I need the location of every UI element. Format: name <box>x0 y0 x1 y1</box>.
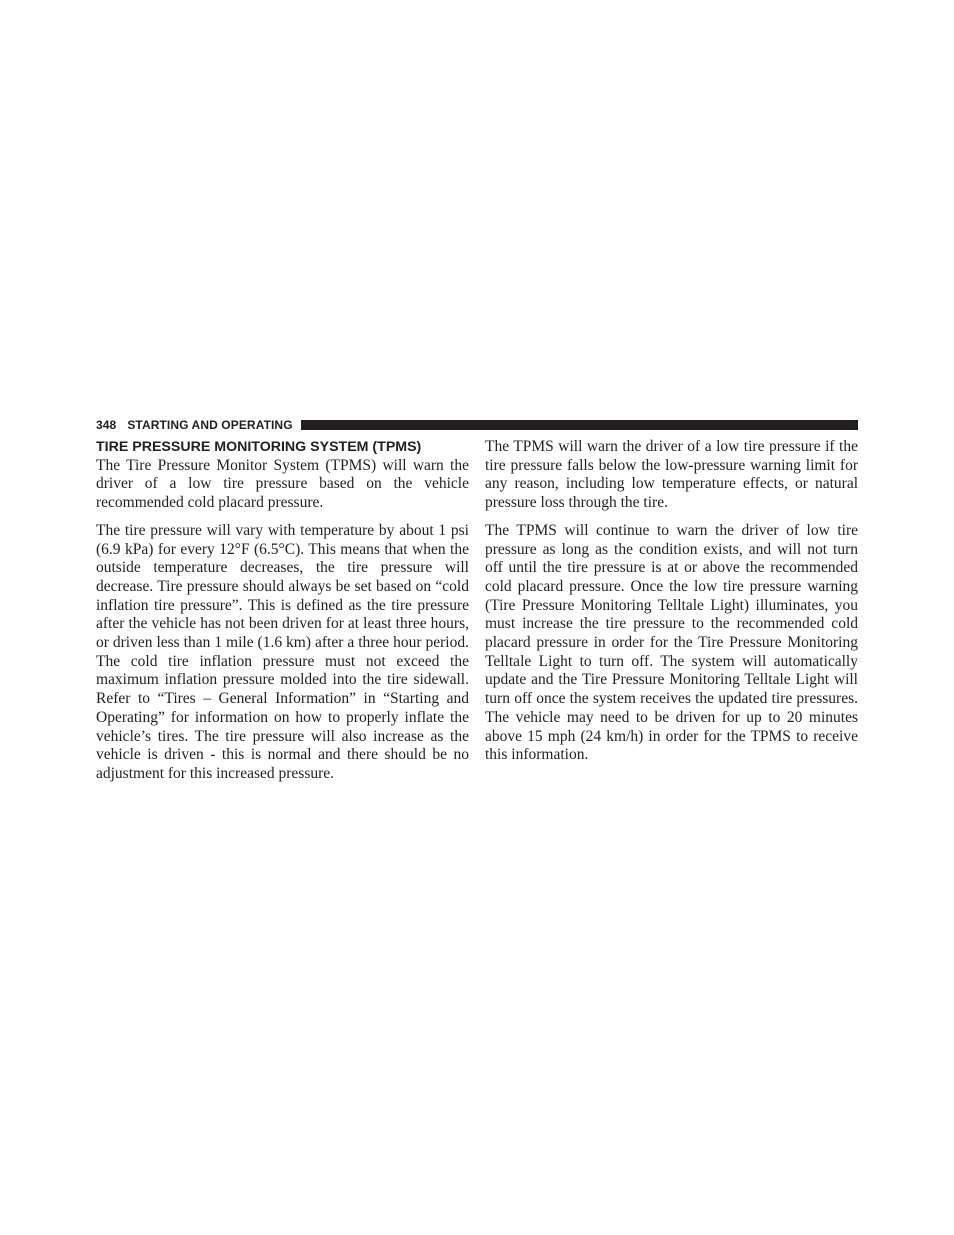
right-column <box>485 438 858 774</box>
page-header <box>96 417 858 433</box>
body-paragraph: The Tire Pressure Monitor System (TPMS) will warn the driver of a low tire pressure based on the vehicle recommended cold placard pressure. <box>96 456 469 512</box>
page-number: 348 <box>96 418 117 432</box>
section-title: STARTING AND OPERATING <box>127 418 293 432</box>
header-rule <box>301 420 858 430</box>
body-paragraph: The TPMS will warn the driver of a low tire pressure if the tire pressure falls below the low-pressure warning limit for any reason, including low temperature effects, or natural pressure loss through the tire. <box>485 438 858 512</box>
left-column <box>96 438 469 793</box>
body-paragraph: The TPMS will continue to warn the driver of low tire pressure as long as the condition exists, and will not turn off until the tire pressure is at or above the recommended cold placard pressure. Once the low tire pressure warning (Tire Pressure Monitoring Telltale Light) illuminates, you must increase the tire pressure to the recommended cold placard pressure in order for the Tire Pressure Monitoring Telltale Light to turn off. The system will automatically update and the Tire Pressure Monitoring Telltale Light will turn off once the system receives the updated tire pressures. The vehicle may need to be driven for up to 20 minutes above 15 mph (24 km/h) in order for the TPMS to receive this information. <box>485 521 858 764</box>
body-paragraph: The tire pressure will vary with temperature by about 1 psi (6.9 kPa) for every 12°F (6.5°C). This means that when the outside temperature decreases, the tire pressure will decrease. Tire pressure should always be set based on “cold inflation tire pressure”. This is defined as the tire pressure after the vehicle has not been driven for at least three hours, or driven less than 1 mile (1.6 km) after a three hour period. The cold tire inflation pressure must not exceed the maximum inflation pressure molded into the tire sidewall. Refer to “Tires – General Information” in “Starting and Operating” for information on how to properly inflate the vehicle’s tires. The tire pressure will also increase as the vehicle is driven - this is normal and there should be no adjustment for this increased pressure. <box>96 521 469 782</box>
section-heading: TIRE PRESSURE MONITORING SYSTEM (TPMS) <box>96 439 422 455</box>
